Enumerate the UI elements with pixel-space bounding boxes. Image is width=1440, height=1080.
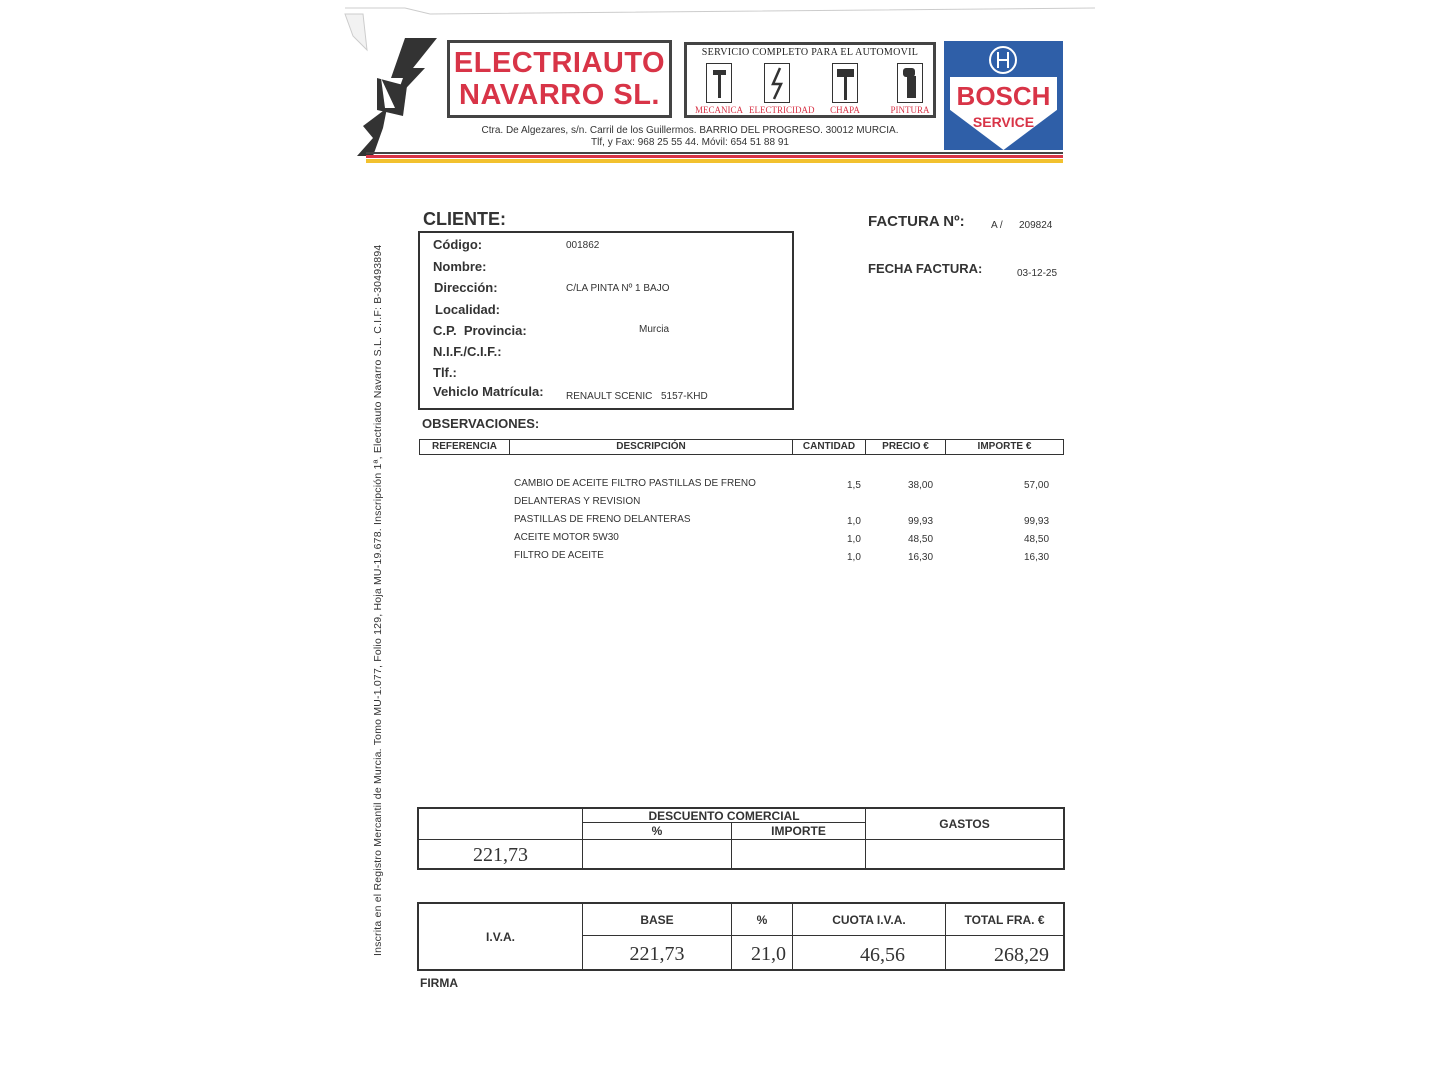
service-chapa [817, 63, 873, 115]
bosch-service-text: SERVICE [972, 114, 1035, 130]
vehiculo-matricula: 5157-KHD [661, 391, 708, 402]
service-label: PINTURA [890, 105, 930, 115]
descuento-importe-label: IMPORTE [731, 822, 866, 840]
cuota-label: CUOTA I.V.A. [792, 902, 946, 936]
iva-pct-label: % [731, 902, 793, 936]
linea-descripcion: FILTRO DE ACEITE [514, 550, 604, 561]
service-label: MECANICA [694, 105, 743, 115]
table-row [0, 496, 1440, 514]
descuento-pct-value [582, 839, 732, 870]
direccion-value: C/LA PINTA Nº 1 BAJO [566, 283, 670, 294]
linea-importe: 99,93 [1024, 516, 1050, 527]
linea-importe: 48,50 [1024, 534, 1050, 545]
company-logo [447, 40, 672, 118]
services-box [684, 42, 936, 118]
linea-precio: 99,93 [908, 516, 934, 527]
bosch-wordmark: BOSCH [956, 81, 1051, 111]
linea-importe: 16,30 [1024, 552, 1050, 563]
fecha-value: 03-12-25 [1017, 268, 1058, 279]
subtotal-value: 221,73 [417, 839, 583, 870]
vehiculo-label: Vehiclo Matrícula: [433, 384, 544, 399]
cp-provincia-label: C.P. Provincia: [433, 323, 527, 338]
service-label: ELECTRICIDAD [749, 105, 815, 115]
header-stripe-dark [366, 152, 1063, 154]
vehiculo-modelo: RENAULT SCENIC [566, 391, 653, 402]
descuento-importe-value [731, 839, 866, 870]
bosch-service-logo [944, 41, 1063, 150]
service-electricidad [749, 63, 815, 115]
col-precio: PRECIO € [865, 439, 946, 455]
company-name-line1: ELECTRIAUTO [453, 47, 666, 79]
table-row [0, 550, 1440, 568]
company-name-line2: NAVARRO SL. [459, 79, 660, 111]
linea-cantidad: 1,0 [847, 516, 861, 527]
col-importe: IMPORTE € [945, 439, 1064, 455]
table-row [0, 532, 1440, 550]
descuento-title: DESCUENTO COMERCIAL [582, 807, 866, 823]
linea-cantidad: 1,5 [847, 480, 861, 491]
table-row [0, 514, 1440, 532]
localidad-label: Localidad: [435, 302, 501, 317]
cliente-heading: CLIENTE: [423, 209, 506, 229]
direccion-value-clip [566, 283, 766, 295]
service-mecanica [691, 63, 747, 115]
descuento-pct-label: % [582, 822, 732, 840]
factura-numero-label: FACTURA Nº: [868, 213, 965, 230]
direccion-label: Dirección: [434, 280, 498, 295]
codigo-label: Código: [433, 237, 483, 252]
iva-label: I.V.A. [417, 902, 583, 971]
linea-cantidad: 1,0 [847, 552, 861, 563]
services-title: SERVICIO COMPLETO PARA EL AUTOMOVIL [701, 47, 919, 58]
col-referencia: REFERENCIA [419, 439, 510, 455]
col-descripcion: DESCRIPCIÓN [509, 439, 793, 455]
wrench-icon [706, 63, 732, 103]
observaciones-label: OBSERVACIONES: [422, 416, 540, 431]
linea-descripcion: ACEITE MOTOR 5W30 [514, 532, 619, 543]
nif-label: N.I.F./C.I.F.: [433, 344, 502, 359]
service-pintura [882, 63, 938, 115]
table-row [0, 478, 1440, 496]
gastos-label: GASTOS [865, 807, 1065, 840]
base-value: 221,73 [582, 935, 732, 971]
nombre-label: Nombre: [433, 259, 487, 274]
linea-cantidad: 1,0 [847, 534, 861, 545]
bosch-armature-icon [989, 46, 1017, 74]
firma-label: FIRMA [420, 976, 458, 990]
base-label: BASE [582, 902, 732, 936]
col-cantidad: CANTIDAD [792, 439, 866, 455]
company-address: Ctra. De Algezares, s/n. Carril de los Guillermos. BARRIO DEL PROGRESO. 30012 MURCIA. [481, 125, 899, 136]
provincia-value: Murcia [639, 324, 670, 335]
tlf-label: Tlf.: [433, 365, 457, 380]
company-phones: Tlf, y Fax: 968 25 55 44. Móvil: 654 51 88 91 [591, 137, 789, 148]
service-label: CHAPA [830, 105, 860, 115]
cuota-value: 46,56 [792, 935, 946, 971]
header-stripe-yellow [366, 159, 1063, 163]
linea-precio: 38,00 [908, 480, 934, 491]
iva-pct-value: 21,0 [731, 935, 793, 971]
total-value: 268,29 [945, 935, 1065, 971]
fecha-label: FECHA FACTURA: [868, 261, 983, 276]
header-stripe-red [366, 155, 1063, 158]
factura-numero: 209824 [1019, 220, 1053, 231]
linea-descripcion: PASTILLAS DE FRENO DELANTERAS [514, 514, 691, 525]
codigo-value: 001862 [566, 240, 600, 251]
linea-precio: 16,30 [908, 552, 934, 563]
linea-descripcion: CAMBIO DE ACEITE FILTRO PASTILLAS DE FRENO [514, 478, 756, 489]
linea-precio: 48,50 [908, 534, 934, 545]
hammer-icon [832, 63, 858, 103]
factura-serie: A / [991, 220, 1003, 231]
subtotal-header-cell [417, 807, 583, 840]
spray-gun-icon [897, 63, 923, 103]
linea-importe: 57,00 [1024, 480, 1050, 491]
registry-text: Inscrita en el Registro Mercantil de Murcia. Tomo MU-1.077, Folio 129, Hoja MU-19.678. Inscripción 1ª, Electriauto Navarro S.L. C.I.F: B-30493894 [372, 244, 384, 956]
total-label: TOTAL FRA. € [945, 902, 1065, 936]
gastos-value [865, 839, 1065, 870]
linea-descripcion: DELANTERAS Y REVISION [514, 496, 641, 507]
lightning-bolt-icon [764, 63, 790, 103]
lightning-logo-icon [355, 38, 440, 160]
